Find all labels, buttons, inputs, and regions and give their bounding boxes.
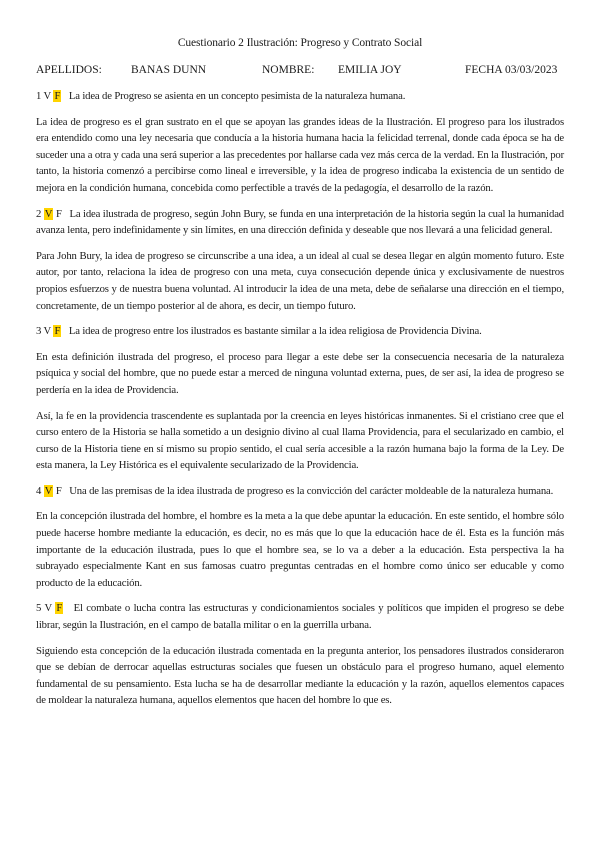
- option-v: V: [43, 325, 51, 338]
- option-f-selected: F: [56, 602, 63, 615]
- answer-paragraph: Para John Bury, la idea de progreso se circunscribe a una idea, a un ideal al cual se desea llegar en algún momento futuro. Este autor, por tanto, relaciona la idea de progreso con una meta, cuya consecución depende única y exclusivamente de nuestros propios esfuerzos y de nuestra buena voluntad. Al introducir la idea de una meta, debe de señalarse una dirección en el tiempo, concretamente, de un tiempo posterior al de ahora, es decir, un tiempo futuro.: [36, 249, 564, 312]
- option-f-selected: F: [54, 325, 61, 338]
- apellidos-value: BANAS DUNN: [131, 64, 207, 76]
- question-1: [36, 88, 564, 105]
- question-text: La idea ilustrada de progreso, según John Bury, se funda en una interpretación de la historia según la cual la humanidad avanza lenta, pero indefinidamente y sin límites, en una dirección definida y deseable que nos llevará a una felicidad general.: [36, 207, 564, 237]
- question-text: La idea de progreso entre los ilustrados es bastante similar a la idea religiosa de Providencia Divina.: [68, 325, 482, 338]
- answer-paragraph: En esta definición ilustrada del progreso, el proceso para llegar a este debe ser la consecuencia necesaria de la naturaleza psíquica y social del hombre, que no puede estar a merced de ninguna voluntad externa, pues, de ser así, la idea de progreso se perdería en la idea de Providencia.: [36, 350, 564, 396]
- option-f-selected: F: [54, 90, 61, 102]
- question-number: 1: [36, 90, 42, 102]
- option-v-selected: V: [44, 484, 53, 497]
- nombre-value: EMILIA JOY: [338, 64, 402, 76]
- question-text: El combate o lucha contra las estructuras y condicionamientos sociales y políticos que impiden el progreso se debe librar, según la Ilustración, en el campo de batalla militar o en la guerrilla urbana.: [36, 602, 564, 632]
- page-title: Cuestionario 2 Ilustración: Progreso y Contrato Social: [177, 37, 423, 49]
- fecha: FECHA 03/03/2023: [465, 64, 558, 76]
- answer-paragraph: En la concepción ilustrada del hombre, el hombre es la meta a la que debe apuntar la educación. En este sentido, el hombre sólo puede hacerse hombre mediante la educación, es decir, no es más que lo que la educación hace de él. Esta es la función más importante de la educación ilustrada, pues lo que el hombre sea, se lo va a deber a la educación. Esta perspectiva la ha subrayado especialmente Kant en sus famosas cuatro preguntas centradas en el hombre como único ser educable y como producto de la educación.: [36, 510, 564, 589]
- question-number: 4: [36, 484, 42, 497]
- questions-body: [36, 88, 564, 718]
- answer-paragraph: Así, la fe en la providencia trascendente es suplantada por la creencia en leyes históricas inmanentes. Si el cristiano cree que el curso entero de la Historia se halla sometido a un designio divino al cual llama Providencia, para el secularizado en cambio, el curso de la Historia tiene en sí mismo su propio sentido, el cual sería accesible a la razón humana bajo la forma de la Ley. De esta manera, la Ley Histórica es el equivalente secularizado de la Providencia.: [36, 409, 564, 472]
- question-5: [36, 600, 564, 633]
- question-text: La idea de Progreso se asienta en un concepto pesimista de la naturaleza humana.: [68, 90, 406, 102]
- answer-paragraph: La idea de progreso es el gran sustrato en el que se apoyan las grandes ideas de la Ilustración. El progreso para los ilustrados era entendido como una ley necesaria que conducía a la historia humana hacia la felicidad terrenal, donde cada época se ha de suceder una a otra y cada una será superior a las precedentes por hallarse cada vez más cerca de la verdad. En la Ilustración, por tanto, la historia comenzó a percibirse como lineal e irreversible, y la idea de progreso indicaba la existencia de un sentido de mejora en la condición humana, concebida como perfectible a través de la pedagogía, el desarrollo de la razón.: [36, 115, 564, 194]
- question-3: [36, 323, 564, 340]
- question-2: [36, 206, 564, 239]
- option-f: F: [55, 484, 62, 497]
- question-number: 2: [36, 207, 42, 220]
- answer-paragraph: Siguiendo esta concepción de la educación ilustrada comentada en la pregunta anterior, los pensadores ilustrados consideraron que se debían de derrocar aquellas estructuras sociales que fuesen un obstáculo para el progreso humano, aquel elemento fundamental de su pensamiento. Esta lucha se ha de desarrollar mediante la educación y la razón, aquellos elementos capaces de moldear la naturaleza humana, aquellos elementos que hacen del hombre lo que es.: [36, 644, 564, 707]
- question-4: [36, 483, 564, 500]
- apellidos-label: APELLIDOS:: [36, 64, 102, 76]
- nombre-label: NOMBRE:: [262, 64, 315, 76]
- option-v: V: [44, 602, 52, 615]
- option-v: V: [43, 90, 51, 102]
- question-number: 3: [36, 325, 42, 338]
- question-text: Una de las premisas de la idea ilustrada de progreso es la convicción del carácter moldeable de la naturaleza humana.: [69, 484, 554, 497]
- option-f: F: [55, 207, 62, 220]
- option-v-selected: V: [44, 207, 53, 220]
- question-number: 5: [36, 602, 42, 615]
